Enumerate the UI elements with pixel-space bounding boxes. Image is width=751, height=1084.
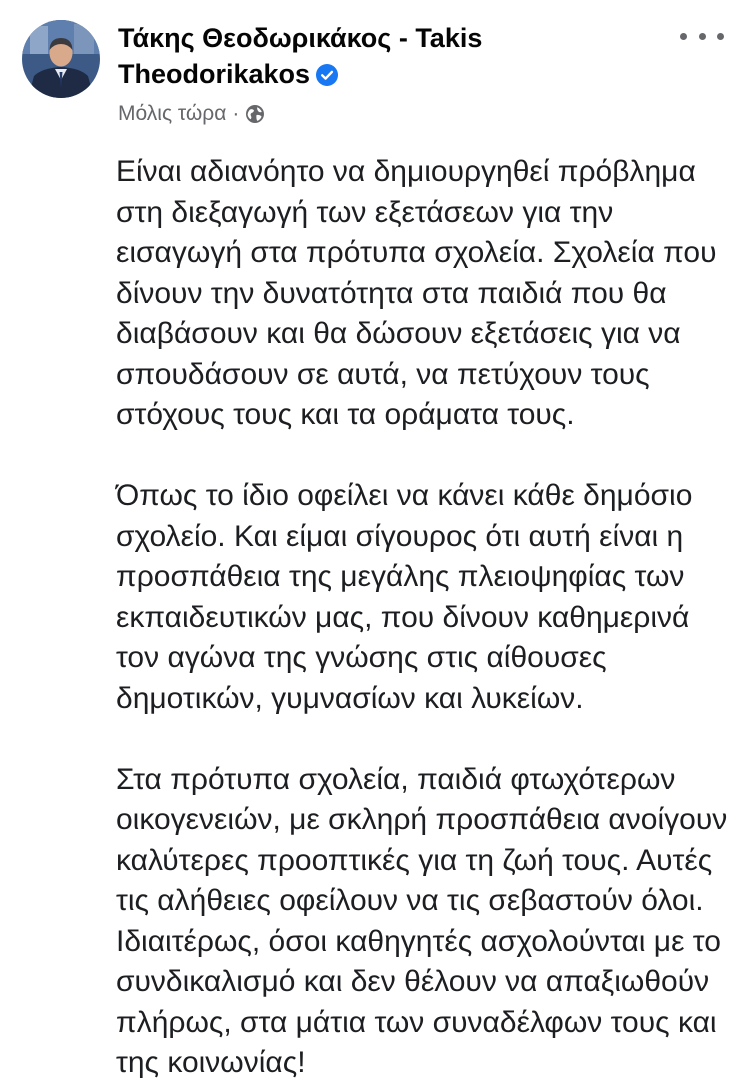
author-photo [22,20,100,98]
post-paragraph: Όπως το ίδιο οφείλει να κάνει κάθε δημόσιο σχολείο. Και είμαι σίγουρος ότι αυτή είναι η προσπάθεια της μεγάλης πλειοψηφίας των εκπαιδευτικών μας, που δίνουν καθημερινά τον αγώνα της γνώσης στις αίθουσες δημοτικών, γυμνασίων και λυκείων. [116,479,693,715]
more-options-icon[interactable] [680,26,724,46]
more-dot [680,33,687,40]
post-body [116,152,736,1084]
post-paragraph: Στα πρότυπα σχολεία, παιδιά φτωχότερων οικογενειών, με σκληρή προσπάθεια ανοίγουν καλύτερες προοπτικές για τη ζωή τους. Αυτές τις αλήθειες οφείλουν να τις σεβαστούν όλοι. Ιδιαιτέρως, όσοι καθηγητές ασχολούνται με το συνδικαλισμό και δεν θέλουν να απαξιωθούν πλήρως, στα μάτια των συναδέλφων τους και της κοινωνίας! [116,762,728,1079]
post-meta [118,100,265,128]
more-dot [717,33,724,40]
post-timestamp[interactable]: Μόλις τώρα [118,102,227,125]
post-paragraph: Είναι αδιανόητο να δημιουργηθεί πρόβλημα στη διεξαγωγή των εξετάσεων για την εισαγωγή στα πρότυπα σχολεία. Σχολεία που δίνουν την δυνατότητα στα παιδιά που θα διαβάσουν και θα δώσουν εξετάσεις για να σπουδάσουν σε αυτά, να πετύχουν τους στόχους τους και τα οράματα τους. [116,155,717,431]
verified-badge-icon [316,64,338,86]
author-avatar[interactable] [22,20,100,98]
more-dot [699,33,706,40]
author-name-link[interactable] [118,20,638,92]
globe-icon[interactable] [245,104,265,124]
meta-separator: · [232,102,240,125]
author-name: Τάκης Θεοδωρικάκος - Takis Theodorikakos [118,23,483,89]
